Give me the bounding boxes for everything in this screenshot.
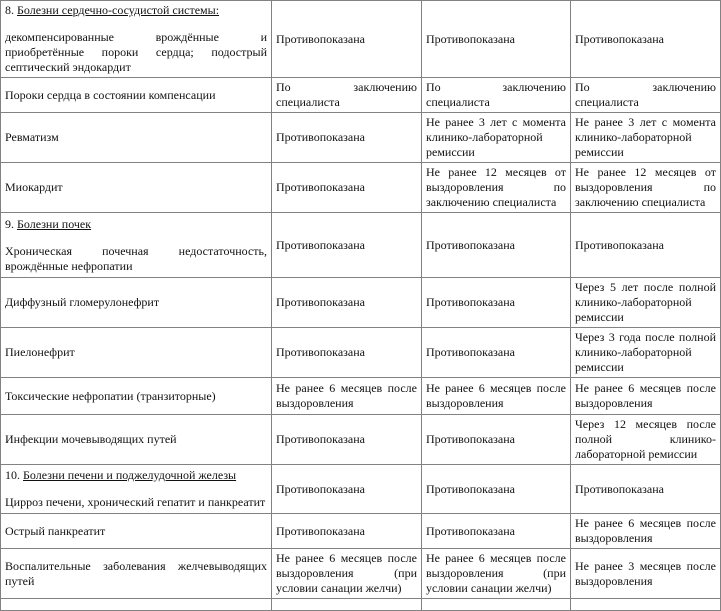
disease-name: Ревматизм: [5, 130, 59, 144]
section-number: 9.: [5, 216, 14, 231]
disease-name: Инфекции мочевыводящих путей: [5, 432, 177, 446]
condition-cell: По заключению специалиста: [571, 78, 721, 113]
condition-cell: Не ранее 3 лет с момента клинико-лабораторной ремиссии: [571, 113, 721, 163]
table-row: [1, 278, 721, 328]
condition-cell: Не ранее 3 лет с момента клинико-лабораторной ремиссии: [422, 113, 571, 163]
condition-cell: Не ранее 6 месяцев после выздоровления: [571, 514, 721, 549]
condition-cell: Противопоказана: [272, 514, 422, 549]
condition-cell: Не ранее 6 месяцев после выздоровления: [571, 378, 721, 415]
condition-cell: Противопоказана: [272, 1, 422, 78]
table-row: [1, 514, 721, 549]
condition-cell: Противопоказана: [422, 328, 571, 378]
table-row: [1, 415, 721, 465]
disease-cell: [1, 278, 272, 328]
table-row: [1, 213, 721, 278]
disease-name: Пиелонефрит: [5, 345, 75, 359]
condition-cell: Противопоказана: [422, 1, 571, 78]
disease-name: Миокардит: [5, 180, 63, 194]
table-row: [1, 78, 721, 113]
section-number: 10.: [5, 468, 20, 482]
disease-cell: [1, 378, 272, 415]
condition-cell: Не ранее 12 месяцев от выздоровления по заключению специалиста: [422, 163, 571, 213]
condition-cell: Не ранее 12 месяцев от выздоровления по заключению специалиста: [571, 163, 721, 213]
condition-cell: Противопоказана: [422, 415, 571, 465]
disease-cell: [1, 549, 272, 599]
condition-cell: Не ранее 6 месяцев после выздоровления (при условии санации желчи): [272, 549, 422, 599]
table-row: [1, 549, 721, 599]
disease-name: декомпенсированные врождённые и приобретённые пороки сердца; подострый септический эндокардит: [5, 30, 267, 74]
table-row: [1, 378, 721, 415]
disease-name: Острый панкреатит: [5, 523, 106, 538]
condition-cell: Через 5 лет после полной клинико-лабораторной ремиссии: [571, 278, 721, 328]
condition-cell: Противопоказана: [272, 415, 422, 465]
disease-cell: [1, 213, 272, 278]
disease-name: Пороки сердца в состоянии компенсации: [5, 87, 216, 102]
condition-cell: Противопоказана: [571, 213, 721, 278]
disease-cell: [1, 415, 272, 465]
table-row: [1, 113, 721, 163]
table-row-cutoff: [1, 599, 721, 611]
condition-cell: [571, 599, 721, 611]
disease-name: Токсические нефропатии (транзиторные): [5, 388, 216, 403]
table-body: [1, 1, 721, 611]
disease-name: Цирроз печени, хронический гепатит и панкреатит: [5, 495, 266, 509]
disease-cell: [1, 465, 272, 514]
condition-cell: Противопоказана: [422, 213, 571, 278]
condition-cell: Не ранее 6 месяцев после выздоровления: [422, 378, 571, 415]
condition-cell: [422, 599, 571, 611]
disease-cell: [1, 78, 272, 113]
condition-cell: [272, 599, 422, 611]
condition-cell: Противопоказана: [272, 213, 422, 278]
condition-cell: Через 12 месяцев после полной клинико-лабораторной ремиссии: [571, 415, 721, 465]
condition-cell: Через 3 года после полной клинико-лабораторной ремиссии: [571, 328, 721, 378]
section-title: Болезни почек: [17, 216, 92, 231]
disease-name: Хроническая почечная недостаточность, врождённые нефропатии: [5, 243, 267, 273]
condition-cell: Противопоказана: [422, 278, 571, 328]
disease-cell: [1, 514, 272, 549]
condition-cell: Противопоказана: [272, 278, 422, 328]
condition-cell: Противопоказана: [272, 163, 422, 213]
section-title: Болезни печени и поджелудочной железы: [23, 468, 237, 482]
condition-cell: Не ранее 6 месяцев после выздоровления (при условии санации желчи): [422, 549, 571, 599]
disease-name: Воспалительные заболевания желчевыводящих путей: [5, 558, 267, 588]
table-row: [1, 163, 721, 213]
table-row: [1, 465, 721, 514]
disease-name: Диффузный гломерулонефрит: [5, 295, 160, 309]
table-row: [1, 1, 721, 78]
condition-cell: Противопоказана: [571, 465, 721, 514]
table-row: [1, 328, 721, 378]
section-heading: [5, 217, 267, 232]
disease-cell: [1, 599, 272, 611]
section-heading: [5, 468, 267, 483]
condition-cell: Противопоказана: [422, 465, 571, 514]
condition-cell: Не ранее 3 месяцев после выздоровления: [571, 549, 721, 599]
condition-cell: Не ранее 6 месяцев после выздоровления: [272, 378, 422, 415]
condition-cell: Противопоказана: [422, 514, 571, 549]
condition-cell: Противопоказана: [272, 465, 422, 514]
section-number: 8.: [5, 3, 14, 17]
section-heading: [5, 3, 267, 18]
condition-cell: Противопоказана: [272, 328, 422, 378]
section-title: Болезни сердечно-сосудистой системы:: [17, 3, 220, 17]
disease-cell: [1, 1, 272, 78]
condition-cell: Противопоказана: [571, 1, 721, 78]
disease-cell: [1, 328, 272, 378]
condition-cell: Противопоказана: [272, 113, 422, 163]
disease-cell: [1, 163, 272, 213]
disease-cell: [1, 113, 272, 163]
condition-cell: По заключению специалиста: [272, 78, 422, 113]
condition-cell: По заключению специалиста: [422, 78, 571, 113]
